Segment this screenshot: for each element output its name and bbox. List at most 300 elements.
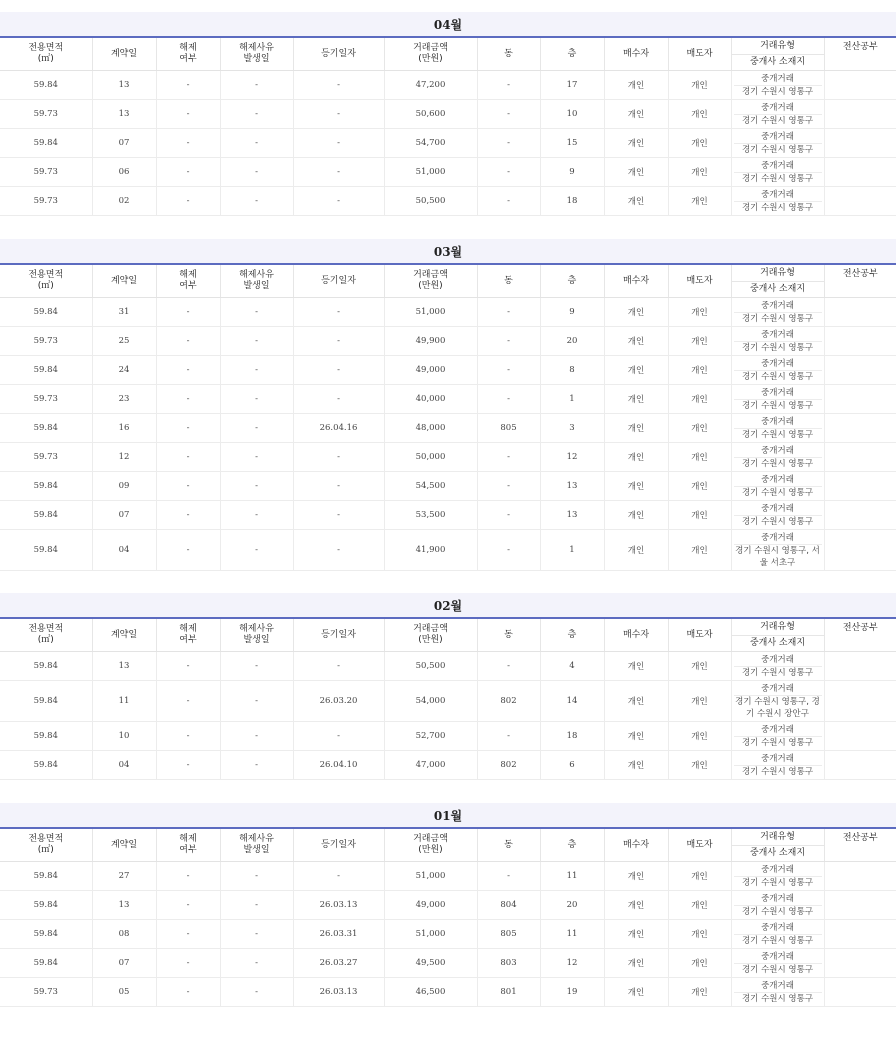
cell-area: 59.84 [0,949,92,978]
header-price [384,828,477,862]
cell-registration-date: - [293,327,384,356]
cell-floor: 1 [540,530,604,571]
header-area-line1: 전용면적 [28,43,64,53]
cell-area: 59.84 [0,652,92,681]
cell-price: 51,000 [384,862,477,891]
header-price-line1: 거래금액 [413,43,448,53]
deal-type-text: 중개거래 [734,753,822,766]
cell-area: 59.84 [0,722,92,751]
header-cancel-line2: 여부 [179,54,197,64]
cell-registration-date: - [293,501,384,530]
cell-buyer: 개인 [604,751,668,780]
cell-cancel-reason: - [220,891,293,920]
agent-location-text: 경기 수원시 영통구 [741,667,814,678]
cell-floor: 19 [540,978,604,1007]
header-area-line1: 전용면적 [28,270,64,280]
deal-type-text: 중개거래 [734,532,822,545]
cell-seller: 개인 [668,187,731,216]
header-price-line2: (만원) [418,281,443,291]
header-floor: 층 [540,828,604,862]
cell-registration-date: 26.04.10 [293,751,384,780]
agent-location-text: 경기 수원시 영통구 [741,429,814,440]
cell-floor: 18 [540,187,604,216]
cell-deal-type [731,751,824,780]
cell-cancel-reason: - [220,949,293,978]
cell-deal-type [731,722,824,751]
cell-online-registry [824,129,896,158]
cell-dong: - [477,187,540,216]
cell-deal-type [731,862,824,891]
cell-registration-date: - [293,722,384,751]
cell-cancel: - [156,681,220,722]
cell-price: 41,900 [384,530,477,571]
cell-online-registry [824,891,896,920]
deal-type-text: 중개거래 [734,893,822,906]
cell-registration-date: - [293,652,384,681]
table-row [0,129,896,158]
table-row [0,298,896,327]
cell-floor: 14 [540,681,604,722]
cell-cancel-reason: - [220,722,293,751]
cell-seller: 개인 [668,414,731,443]
header-area [0,828,92,862]
header-row [0,828,896,862]
cell-registration-date: - [293,472,384,501]
month-section-01 [0,803,896,1007]
cell-cancel: - [156,751,220,780]
cell-cancel: - [156,722,220,751]
cell-cancel-reason: - [220,327,293,356]
header-cancel-reason [220,828,293,862]
header-deal-type-line1: 거래유형 [760,40,795,51]
cell-registration-date: - [293,298,384,327]
cell-seller: 개인 [668,920,731,949]
table-row [0,652,896,681]
transactions-table [0,36,896,216]
header-area-line2: (㎡) [37,281,54,291]
cell-seller: 개인 [668,385,731,414]
deal-type-text: 중개거래 [734,922,822,935]
cell-cancel-reason: - [220,920,293,949]
cell-cancel-reason: - [220,100,293,129]
cell-cancel-reason: - [220,187,293,216]
header-price-line2: (만원) [418,635,443,645]
cell-dong: 805 [477,920,540,949]
table-row [0,530,896,571]
cell-cancel: - [156,414,220,443]
cell-buyer: 개인 [604,356,668,385]
cell-seller: 개인 [668,129,731,158]
header-cancel-line2: 여부 [179,635,197,645]
cell-deal-type [731,187,824,216]
header-floor: 층 [540,618,604,652]
cell-buyer: 개인 [604,681,668,722]
cell-contract-day: 08 [92,920,156,949]
cell-deal-type [731,71,824,100]
cell-buyer: 개인 [604,187,668,216]
cell-buyer: 개인 [604,530,668,571]
cell-cancel: - [156,652,220,681]
cell-cancel: - [156,158,220,187]
cell-online-registry [824,751,896,780]
cell-cancel: - [156,472,220,501]
agent-location-text: 경기 수원시 영통구 [741,993,814,1004]
cell-area: 59.84 [0,891,92,920]
cell-price: 40,000 [384,385,477,414]
cell-cancel-reason: - [220,443,293,472]
cell-online-registry [824,100,896,129]
cell-contract-day: 05 [92,978,156,1007]
table-row [0,862,896,891]
header-contract-day: 계약일 [92,618,156,652]
agent-location-text: 경기 수원시 영통구 [741,144,814,155]
table-header [0,264,896,298]
deal-type-text: 중개거래 [734,683,822,696]
cell-contract-day: 16 [92,414,156,443]
header-price [384,618,477,652]
cell-buyer: 개인 [604,501,668,530]
transactions-table [0,263,896,571]
cell-contract-day: 07 [92,129,156,158]
cell-contract-day: 31 [92,298,156,327]
header-deal-type [731,37,824,71]
agent-location-text: 경기 수원시 영통구 [741,115,814,126]
agent-location-text: 경기 수원시 영통구 [741,173,814,184]
cell-dong: - [477,530,540,571]
cell-cancel: - [156,129,220,158]
cell-deal-type [731,472,824,501]
agent-location-text: 경기 수원시 영통구 [741,964,814,975]
cell-price: 47,000 [384,751,477,780]
cell-area: 59.73 [0,978,92,1007]
cell-contract-day: 13 [92,71,156,100]
cell-seller: 개인 [668,891,731,920]
month-title: 04월 [0,12,896,36]
header-dong: 동 [477,828,540,862]
cell-cancel-reason: - [220,472,293,501]
table-row [0,920,896,949]
header-seller: 매도자 [668,828,731,862]
agent-location-text: 경기 수원시 영통구 [741,516,814,527]
deal-type-text: 중개거래 [734,951,822,964]
header-cancel [156,37,220,71]
transactions-table [0,827,896,1007]
cell-online-registry [824,356,896,385]
cell-cancel: - [156,530,220,571]
table-row [0,501,896,530]
cell-seller: 개인 [668,298,731,327]
cell-cancel-reason: - [220,414,293,443]
cell-online-registry [824,722,896,751]
table-row [0,472,896,501]
header-cancel-line2: 여부 [179,281,197,291]
cell-contract-day: 06 [92,158,156,187]
cell-buyer: 개인 [604,100,668,129]
cell-cancel: - [156,862,220,891]
cell-seller: 개인 [668,356,731,385]
header-deal-type-line2: 중개사 소재지 [732,281,824,295]
cell-contract-day: 07 [92,501,156,530]
cell-online-registry [824,530,896,571]
cell-deal-type [731,100,824,129]
table-header [0,828,896,862]
cell-deal-type [731,443,824,472]
header-registration-date: 등기일자 [293,264,384,298]
cell-cancel: - [156,100,220,129]
agent-location-text: 경기 수원시 영통구 [741,86,814,97]
cell-dong: - [477,501,540,530]
cell-area: 59.84 [0,414,92,443]
agent-location-text: 경기 수원시 영통구 [741,400,814,411]
table-row [0,891,896,920]
cell-buyer: 개인 [604,978,668,1007]
table-row [0,443,896,472]
cell-online-registry [824,158,896,187]
cell-price: 54,000 [384,681,477,722]
header-area-line1: 전용면적 [28,834,64,844]
cell-cancel-reason: - [220,751,293,780]
cell-price: 46,500 [384,978,477,1007]
cell-contract-day: 02 [92,187,156,216]
cell-buyer: 개인 [604,472,668,501]
cell-registration-date: 26.04.16 [293,414,384,443]
cell-deal-type [731,158,824,187]
cell-price: 53,500 [384,501,477,530]
header-cancel-reason-line2: 발생일 [243,635,270,645]
cell-online-registry [824,949,896,978]
header-area-line2: (㎡) [37,54,54,64]
cell-dong: 802 [477,751,540,780]
cell-online-registry [824,298,896,327]
cell-area: 59.84 [0,472,92,501]
cell-contract-day: 23 [92,385,156,414]
deal-type-text: 중개거래 [734,358,822,371]
header-buyer: 매수자 [604,264,668,298]
cell-buyer: 개인 [604,158,668,187]
header-online-registry: 전산공부 [824,618,896,652]
cell-cancel-reason: - [220,71,293,100]
cell-price: 51,000 [384,158,477,187]
header-buyer: 매수자 [604,37,668,71]
cell-cancel: - [156,71,220,100]
header-price [384,37,477,71]
header-cancel-reason-line1: 해제사유 [239,624,274,634]
cell-online-registry [824,71,896,100]
header-area-line1: 전용면적 [28,624,64,634]
month-section-02 [0,593,896,780]
cell-seller: 개인 [668,681,731,722]
cell-buyer: 개인 [604,443,668,472]
cell-online-registry [824,681,896,722]
cell-online-registry [824,978,896,1007]
agent-location-text: 경기 수원시 영통구 [741,313,814,324]
header-price-line2: (만원) [418,845,443,855]
agent-location-text: 경기 수원시 영통구, 경기 수원시 장안구 [735,696,820,719]
agent-location-text: 경기 수원시 영통구 [741,906,814,917]
cell-deal-type [731,681,824,722]
header-cancel-line1: 해제 [179,624,197,634]
deal-type-text: 중개거래 [734,445,822,458]
cell-deal-type [731,327,824,356]
header-price-line1: 거래금액 [413,834,448,844]
header-floor: 층 [540,37,604,71]
header-deal-type-line2: 중개사 소재지 [732,635,824,649]
header-cancel-reason-line2: 발생일 [243,845,270,855]
cell-deal-type [731,501,824,530]
header-cancel [156,264,220,298]
cell-online-registry [824,501,896,530]
cell-registration-date: - [293,443,384,472]
table-row [0,722,896,751]
header-cancel-line1: 해제 [179,270,197,280]
header-buyer: 매수자 [604,828,668,862]
cell-cancel: - [156,298,220,327]
table-body [0,298,896,571]
cell-area: 59.84 [0,298,92,327]
agent-location-text: 경기 수원시 영통구 [741,458,814,469]
cell-floor: 20 [540,327,604,356]
cell-contract-day: 13 [92,100,156,129]
agent-location-text: 경기 수원시 영통구 [741,766,814,777]
cell-dong: 802 [477,681,540,722]
cell-contract-day: 24 [92,356,156,385]
cell-floor: 6 [540,751,604,780]
cell-dong: 803 [477,949,540,978]
cell-registration-date: 26.03.31 [293,920,384,949]
cell-online-registry [824,920,896,949]
cell-price: 49,000 [384,891,477,920]
cell-area: 59.84 [0,751,92,780]
cell-floor: 10 [540,100,604,129]
cell-cancel-reason: - [220,129,293,158]
header-seller: 매도자 [668,618,731,652]
header-price-line1: 거래금액 [413,270,448,280]
cell-registration-date: - [293,862,384,891]
cell-floor: 12 [540,443,604,472]
header-area [0,37,92,71]
cell-area: 59.73 [0,158,92,187]
cell-seller: 개인 [668,472,731,501]
header-deal-type [731,264,824,298]
cell-cancel-reason: - [220,862,293,891]
cell-dong: - [477,327,540,356]
header-contract-day: 계약일 [92,264,156,298]
header-online-registry: 전산공부 [824,828,896,862]
cell-buyer: 개인 [604,862,668,891]
cell-price: 51,000 [384,920,477,949]
cell-registration-date: 26.03.13 [293,891,384,920]
cell-contract-day: 04 [92,530,156,571]
cell-seller: 개인 [668,862,731,891]
cell-floor: 12 [540,949,604,978]
cell-deal-type [731,298,824,327]
cell-price: 54,500 [384,472,477,501]
header-price [384,264,477,298]
transactions-table [0,617,896,780]
cell-buyer: 개인 [604,385,668,414]
header-cancel-reason-line1: 해제사유 [239,270,274,280]
cell-floor: 9 [540,158,604,187]
header-online-registry: 전산공부 [824,264,896,298]
deal-type-text: 중개거래 [734,724,822,737]
header-cancel-line1: 해제 [179,43,197,53]
cell-dong: - [477,722,540,751]
header-area [0,618,92,652]
cell-contract-day: 10 [92,722,156,751]
cell-price: 50,500 [384,652,477,681]
cell-contract-day: 12 [92,443,156,472]
header-row [0,264,896,298]
header-cancel-line2: 여부 [179,845,197,855]
deal-type-text: 중개거래 [734,329,822,342]
table-body [0,862,896,1007]
cell-price: 49,000 [384,356,477,385]
cell-dong: - [477,385,540,414]
cell-floor: 17 [540,71,604,100]
cell-seller: 개인 [668,71,731,100]
header-registration-date: 등기일자 [293,37,384,71]
cell-registration-date: - [293,187,384,216]
header-deal-type-line1: 거래유형 [760,267,795,278]
cell-registration-date: - [293,158,384,187]
cell-area: 59.73 [0,385,92,414]
cell-price: 54,700 [384,129,477,158]
header-area-line2: (㎡) [37,845,54,855]
cell-area: 59.84 [0,681,92,722]
cell-dong: 804 [477,891,540,920]
cell-floor: 3 [540,414,604,443]
cell-dong: 801 [477,978,540,1007]
table-row [0,751,896,780]
deal-type-text: 중개거래 [734,189,822,202]
header-deal-type [731,618,824,652]
cell-seller: 개인 [668,722,731,751]
cell-deal-type [731,356,824,385]
cell-contract-day: 27 [92,862,156,891]
table-row [0,681,896,722]
cell-seller: 개인 [668,652,731,681]
cell-cancel: - [156,443,220,472]
cell-area: 59.84 [0,862,92,891]
header-dong: 동 [477,37,540,71]
header-seller: 매도자 [668,264,731,298]
header-cancel-reason-line1: 해제사유 [239,834,274,844]
header-cancel-line1: 해제 [179,834,197,844]
cell-contract-day: 13 [92,891,156,920]
cell-seller: 개인 [668,530,731,571]
header-cancel-reason-line1: 해제사유 [239,43,274,53]
cell-area: 59.84 [0,501,92,530]
table-row [0,356,896,385]
header-area-line2: (㎡) [37,635,54,645]
header-price-line2: (만원) [418,54,443,64]
cell-online-registry [824,187,896,216]
header-floor: 층 [540,264,604,298]
deal-type-text: 중개거래 [734,864,822,877]
header-row [0,618,896,652]
table-header [0,618,896,652]
header-deal-type-line2: 중개사 소재지 [732,845,824,859]
header-dong: 동 [477,264,540,298]
cell-online-registry [824,472,896,501]
cell-buyer: 개인 [604,949,668,978]
cell-buyer: 개인 [604,722,668,751]
cell-cancel-reason: - [220,298,293,327]
deal-type-text: 중개거래 [734,654,822,667]
deal-type-text: 중개거래 [734,102,822,115]
cell-cancel-reason: - [220,978,293,1007]
cell-registration-date: 26.03.27 [293,949,384,978]
